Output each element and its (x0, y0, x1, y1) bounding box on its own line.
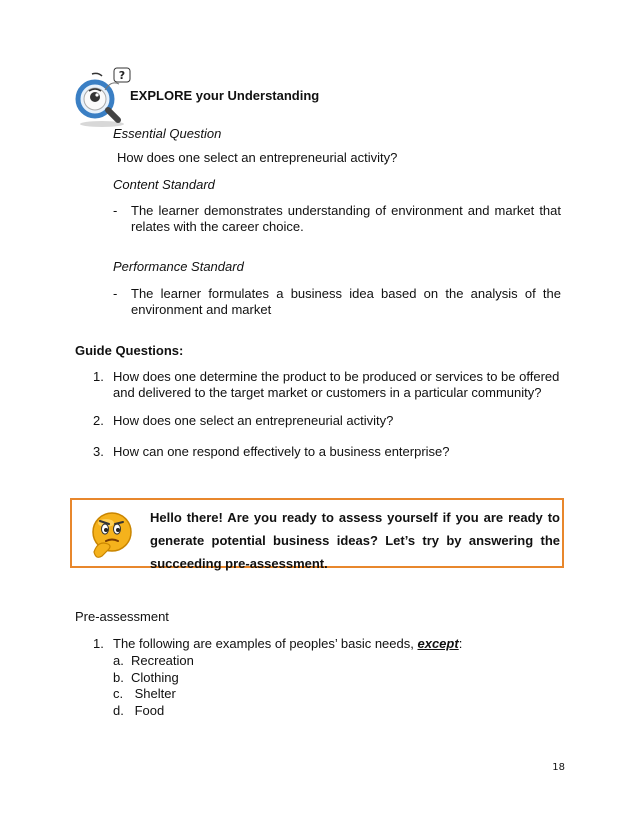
option-c[interactable] (113, 686, 194, 703)
question-stem: The following are examples of peoples’ basic needs, (113, 636, 418, 651)
thinking-face-icon (86, 508, 138, 560)
performance-standard-label: Performance Standard (113, 259, 244, 274)
svg-text:?: ? (118, 69, 126, 82)
explore-title: EXPLORE your Understanding (130, 88, 320, 103)
option-letter: b. (113, 669, 124, 685)
option-text: Food (131, 702, 165, 718)
preassessment-title: Pre-assessment (75, 609, 169, 624)
question-colon: : (458, 636, 463, 651)
callout-text: Hello there! Are you ready to assess yourself if you are ready to generate potential business ideas? Let’s try by answering the succeeding pre-assessment. (150, 510, 560, 571)
option-b[interactable] (113, 670, 194, 687)
option-text: Clothing (131, 669, 179, 685)
question-text: How does one select an entrepreneurial activity? (113, 413, 394, 428)
option-text: Recreation (131, 653, 194, 668)
question-emphasis: except (417, 636, 459, 651)
question-text (113, 636, 462, 652)
guide-question-1 (93, 369, 563, 401)
bullet-dash: - (113, 203, 118, 218)
guide-question-3 (93, 444, 563, 460)
option-letter: a. (113, 653, 124, 668)
content-standard-text: The learner demonstrates understanding of environment and market that relates with the career choice. (131, 203, 561, 234)
essential-question-text: How does one select an entrepreneurial activity? (117, 150, 398, 165)
guide-question-2 (93, 413, 563, 429)
answer-options (113, 653, 194, 719)
magnifier-question-icon (72, 66, 132, 128)
content-standard-label: Content Standard (113, 177, 215, 192)
question-number: 3. (93, 444, 104, 459)
performance-standard-item (113, 286, 561, 318)
option-letter: d. (113, 702, 124, 718)
performance-standard-text: The learner formulates a business idea based on the analysis of the environment and market (131, 286, 561, 317)
question-text: How does one determine the product to be produced or services to be offered and delivered to the target market or customers in a particular community? (113, 369, 560, 400)
question-number: 1. (93, 636, 104, 651)
guide-questions-title: Guide Questions: (75, 343, 184, 358)
option-a[interactable] (113, 653, 194, 670)
question-text: How can one respond effectively to a business enterprise? (113, 444, 450, 459)
question-number: 1. (93, 369, 104, 384)
preassessment-question-1 (93, 636, 462, 652)
page-number: 18 (552, 762, 565, 773)
option-d[interactable] (113, 703, 194, 720)
callout-box (70, 498, 564, 571)
content-standard-item (113, 203, 561, 235)
option-letter: c. (113, 686, 124, 701)
essential-question-label: Essential Question (113, 126, 222, 141)
option-text: Shelter (131, 686, 176, 701)
question-number: 2. (93, 413, 104, 428)
bullet-dash: - (113, 286, 118, 301)
